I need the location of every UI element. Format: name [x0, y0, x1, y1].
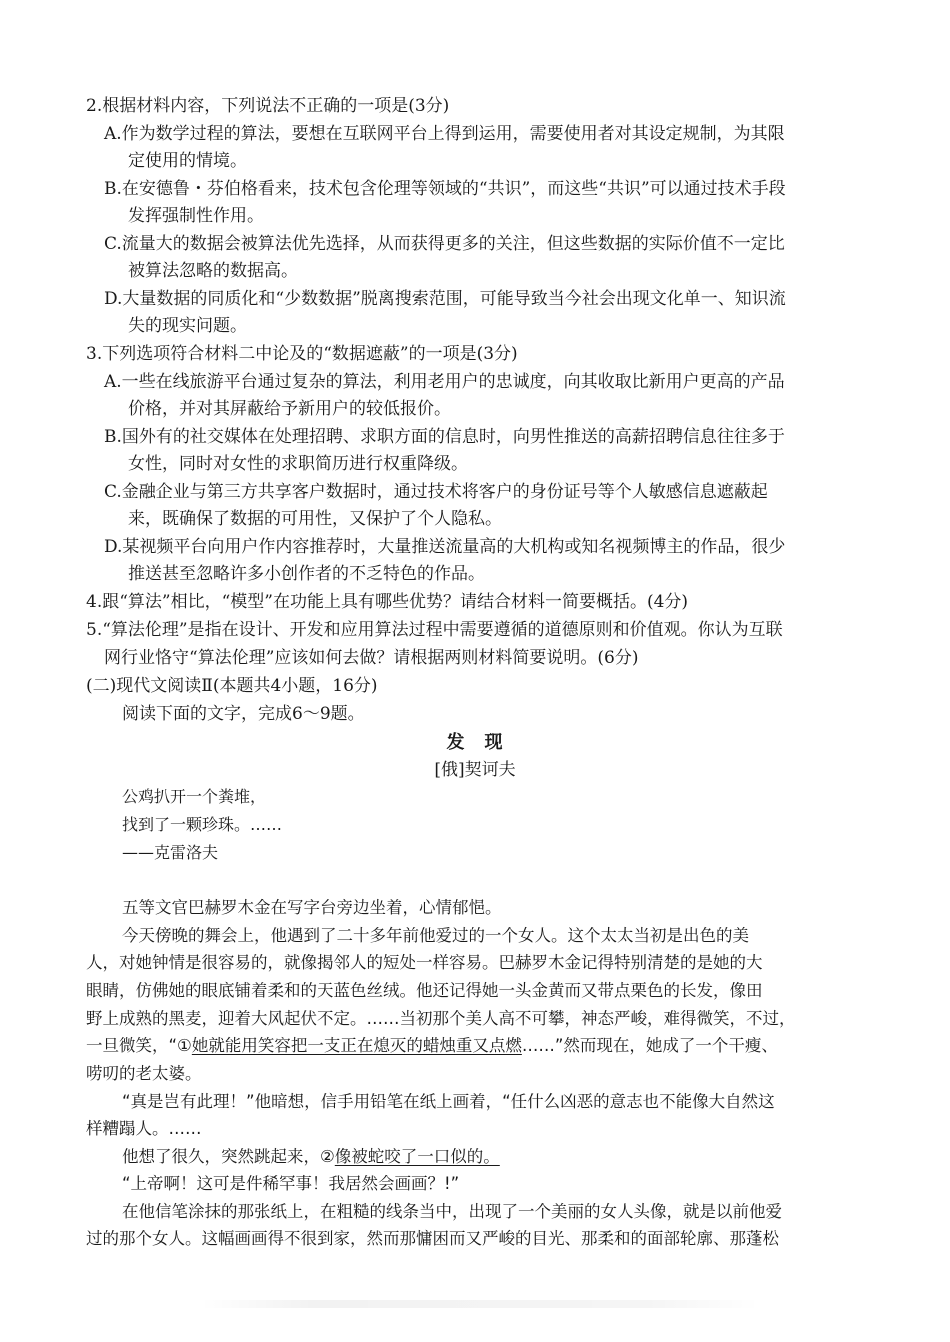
epigraph-attribution: ——克雷洛夫 [122, 843, 219, 862]
story-paragraph-6-line-2: 过的那个女人。这幅画画得不很到家，然而那慵困而又严峻的目光、那柔和的面部轮廓、那蓬松 [86, 1229, 779, 1248]
question-2-option-c: C.流量大的数据会被算法优先选择，从而获得更多的关注，但这些数据的实际价值不一定比 [104, 234, 785, 254]
section-instruction: 阅读下面的文字，完成6～9题。 [122, 704, 365, 724]
question-2-option-a: A.作为数学过程的算法，要想在互联网平台上得到运用，需要使用者对其设定规制，为其限 [104, 124, 785, 144]
story-text: 他想了很久，突然跳起来，② [122, 1147, 335, 1166]
story-title: 发 现 [446, 732, 504, 753]
question-3-option-b: B.国外有的社交媒体在处理招聘、求职方面的信息时，向男性推送的高薪招聘信息往往多于 [104, 427, 785, 447]
story-text: 一旦微笑，“① [86, 1036, 192, 1055]
question-5-line-1: 5.“算法伦理”是指在设计、开发和应用算法过程中需要遵循的道德原则和价值观。你认为互联 [86, 620, 783, 640]
question-2-option-b-cont: 发挥强制性作用。 [128, 206, 264, 226]
question-3-option-d: D.某视频平台向用户作内容推荐时，大量推送流量高的大机构或知名视频博主的作品，很少 [104, 537, 786, 557]
question-3-option-a-cont: 价格，并对其屏蔽给予新用户的较低报价。 [128, 399, 451, 419]
story-paragraph-2-line-6: 唠叨的老太婆。 [86, 1064, 202, 1083]
question-3-option-a: A.一些在线旅游平台通过复杂的算法，利用老用户的忠诚度，向其收取比新用户更高的产品 [104, 372, 785, 392]
story-paragraph-3-line-1: “真是岂有此理！”他暗想，信手用铅笔在纸上画着，“任什么凶恶的意志也不能像大自然这 [122, 1092, 775, 1111]
scan-bleed-through [200, 1300, 760, 1308]
underlined-sentence-2: 像被蛇咬了一口似的。 [334, 1147, 500, 1166]
story-paragraph-2-line-5 [86, 1033, 866, 1059]
story-paragraph-3-line-2: 样糟蹋人。…… [86, 1119, 202, 1138]
question-5-line-2: 网行业恪守“算法伦理”应该如何去做？请根据两则材料简要说明。(6分) [104, 648, 639, 668]
story-paragraph-2-line-2: 人，对她钟情是很容易的，就像揭邻人的短处一样容易。巴赫罗木金记得特别清楚的是她的大 [86, 953, 763, 972]
question-2-option-a-cont: 定使用的情境。 [128, 151, 247, 171]
question-4: 4.跟“算法”相比，“模型”在功能上具有哪些优势？请结合材料一简要概括。(4分) [86, 592, 689, 612]
story-paragraph-6-line-1: 在他信笔涂抹的那张纸上，在粗糙的线条当中，出现了一个美丽的女人头像，就是以前他爱 [122, 1202, 782, 1221]
question-3-option-c: C.金融企业与第三方共享客户数据时，通过技术将客户的身份证号等个人敏感信息遮蔽起 [104, 482, 768, 502]
question-2-option-c-cont: 被算法忽略的数据高。 [128, 261, 298, 281]
story-author: [俄]契诃夫 [434, 760, 516, 780]
story-text: ……”然而现在，她成了一个干瘦、 [521, 1036, 778, 1055]
question-2-option-b: B.在安德鲁・芬伯格看来，技术包含伦理等领域的“共识”，而这些“共识”可以通过技术手段 [104, 179, 786, 199]
epigraph-line-2: 找到了一颗珍珠。…… [122, 815, 283, 834]
question-3-option-c-cont: 来，既确保了数据的可用性，又保护了个人隐私。 [128, 509, 502, 529]
question-3-stem: 3.下列选项符合材料二中论及的“数据遮蔽”的一项是(3分) [86, 344, 518, 364]
story-paragraph-1: 五等文官巴赫罗木金在写字台旁边坐着，心情郁悒。 [122, 898, 502, 917]
question-3-option-b-cont: 女性，同时对女性的求职简历进行权重降级。 [128, 454, 468, 474]
question-3-option-d-cont: 推送甚至忽略许多小创作者的不乏特色的作品。 [128, 564, 485, 584]
story-paragraph-2-line-1: 今天傍晚的舞会上，他遇到了二十多年前他爱过的一个女人。这个太太当初是出色的美 [122, 926, 749, 945]
section-header: (二)现代文阅读Ⅱ(本题共4小题，16分) [86, 676, 378, 696]
story-paragraph-5: “上帝啊！这可是件稀罕事！我居然会画画？!” [122, 1174, 460, 1193]
question-2-option-d: D.大量数据的同质化和“少数数据”脱离搜索范围，可能导致当今社会出现文化单一、知识流 [104, 289, 786, 309]
story-paragraph-2-line-4: 野上成熟的黑麦，迎着大风起伏不定。……当初那个美人高不可攀，神态严峻，难得微笑，不过， [86, 1009, 796, 1028]
story-paragraph-4 [122, 1144, 902, 1170]
question-2-option-d-cont: 失的现实问题。 [128, 316, 247, 336]
epigraph-line-1: 公鸡扒开一个粪堆， [122, 787, 267, 806]
question-2-stem: 2.根据材料内容，下列说法不正确的一项是(3分) [86, 96, 450, 116]
underlined-sentence-1: 她就能用笑容把一支正在熄灭的蜡烛重又点燃 [191, 1036, 522, 1055]
story-paragraph-2-line-3: 眼睛，仿佛她的眼底铺着柔和的天蓝色丝绒。他还记得她一头金黄而又带点栗色的长发，像田 [86, 981, 763, 1000]
